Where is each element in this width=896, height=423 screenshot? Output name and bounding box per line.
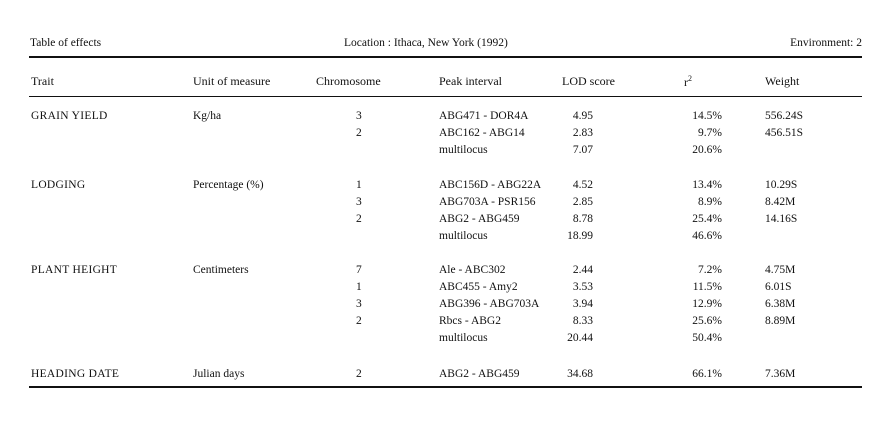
r2-cell: 13.4% bbox=[692, 179, 722, 191]
peak-interval-cell: ABC455 - Amy2 bbox=[439, 281, 518, 293]
col-header-unit: Unit of measure bbox=[193, 74, 271, 88]
col-header-weight: Weight bbox=[765, 74, 800, 88]
weight-cell: 456.51S bbox=[765, 127, 804, 139]
weight-cell: 6.38M bbox=[765, 298, 796, 310]
lod-score-cell: 2.85 bbox=[572, 196, 593, 208]
environment-label: Environment: 2 bbox=[790, 37, 862, 49]
header-rule bbox=[29, 96, 862, 97]
chromosome-cell: 2 bbox=[356, 315, 362, 327]
lod-score-cell: 2.44 bbox=[572, 264, 593, 276]
unit-of-measure: Kg/ha bbox=[193, 110, 222, 122]
chromosome-cell: 2 bbox=[356, 213, 362, 225]
chromosome-cell: 3 bbox=[356, 110, 362, 122]
lod-score-cell: 8.78 bbox=[572, 213, 593, 225]
lod-score-cell: 4.95 bbox=[572, 110, 593, 122]
peak-interval-cell: multilocus bbox=[439, 230, 488, 242]
lod-score-cell: 2.83 bbox=[572, 127, 593, 139]
r2-superscript: 2 bbox=[688, 74, 692, 83]
weight-cell: 7.36M bbox=[765, 368, 796, 380]
top-rule bbox=[29, 56, 862, 58]
r2-cell: 8.9% bbox=[698, 196, 722, 208]
unit-of-measure: Percentage (%) bbox=[193, 179, 264, 191]
lod-score-cell: 8.33 bbox=[572, 315, 593, 327]
lod-score-cell: 7.07 bbox=[572, 144, 593, 156]
weight-cell: 4.75M bbox=[765, 264, 796, 276]
chromosome-cell: 3 bbox=[356, 196, 362, 208]
r2-cell: 11.5% bbox=[692, 281, 722, 293]
peak-interval-cell: ABC156D - ABG22A bbox=[439, 179, 542, 191]
chromosome-cell: 1 bbox=[356, 179, 362, 191]
chromosome-cell: 1 bbox=[356, 281, 362, 293]
peak-interval-cell: Rbcs - ABG2 bbox=[439, 315, 501, 327]
weight-cell: 14.16S bbox=[765, 213, 798, 225]
r2-cell: 66.1% bbox=[692, 368, 722, 380]
col-header-chromosome: Chromosome bbox=[316, 74, 381, 88]
r2-cell: 25.4% bbox=[692, 213, 722, 225]
r2-cell: 12.9% bbox=[692, 298, 722, 310]
r2-cell: 9.7% bbox=[698, 127, 722, 139]
trait-name: PLANT HEIGHT bbox=[31, 264, 118, 276]
weight-cell: 6.01S bbox=[765, 281, 792, 293]
r2-cell: 46.6% bbox=[692, 230, 722, 242]
chromosome-cell: 7 bbox=[356, 264, 362, 276]
peak-interval-cell: ABC162 - ABG14 bbox=[439, 127, 525, 139]
unit-of-measure: Centimeters bbox=[193, 264, 249, 276]
lod-score-cell: 4.52 bbox=[572, 179, 593, 191]
lod-score-cell: 34.68 bbox=[567, 368, 593, 380]
unit-of-measure: Julian days bbox=[193, 368, 245, 380]
peak-interval-cell: ABG2 - ABG459 bbox=[439, 368, 520, 380]
chromosome-cell: 3 bbox=[356, 298, 362, 310]
peak-interval-cell: multilocus bbox=[439, 332, 488, 344]
table-caption: Table of effects bbox=[30, 37, 102, 49]
trait-name: HEADING DATE bbox=[31, 368, 120, 380]
r2-cell: 20.6% bbox=[692, 144, 722, 156]
col-header-lod: LOD score bbox=[562, 74, 615, 88]
r2-cell: 14.5% bbox=[692, 110, 722, 122]
col-header-peak-interval: Peak interval bbox=[439, 74, 502, 88]
trait-name: GRAIN YIELD bbox=[31, 110, 108, 122]
weight-cell: 556.24S bbox=[765, 110, 804, 122]
peak-interval-cell: multilocus bbox=[439, 144, 488, 156]
peak-interval-cell: ABG2 - ABG459 bbox=[439, 213, 520, 225]
r2-cell: 25.6% bbox=[692, 315, 722, 327]
lod-score-cell: 3.53 bbox=[572, 281, 593, 293]
lod-score-cell: 20.44 bbox=[567, 332, 593, 344]
trait-name: LODGING bbox=[31, 179, 86, 191]
r2-cell: 50.4% bbox=[692, 332, 722, 344]
r2-base: r bbox=[684, 75, 688, 89]
chromosome-cell: 2 bbox=[356, 368, 362, 380]
lod-score-cell: 18.99 bbox=[567, 230, 593, 242]
chromosome-cell: 2 bbox=[356, 127, 362, 139]
lod-score-cell: 3.94 bbox=[572, 298, 593, 310]
weight-cell: 10.29S bbox=[765, 179, 798, 191]
col-header-r2 bbox=[684, 74, 692, 90]
peak-interval-cell: ABG396 - ABG703A bbox=[439, 298, 540, 310]
location-label: Location : Ithaca, New York (1992) bbox=[344, 37, 508, 49]
weight-cell: 8.89M bbox=[765, 315, 796, 327]
peak-interval-cell: Ale - ABC302 bbox=[439, 264, 506, 276]
r2-cell: 7.2% bbox=[698, 264, 722, 276]
peak-interval-cell: ABG703A - PSR156 bbox=[439, 196, 536, 208]
col-header-trait: Trait bbox=[31, 74, 54, 88]
bottom-rule bbox=[29, 386, 862, 388]
peak-interval-cell: ABG471 - DOR4A bbox=[439, 110, 529, 122]
weight-cell: 8.42M bbox=[765, 196, 796, 208]
